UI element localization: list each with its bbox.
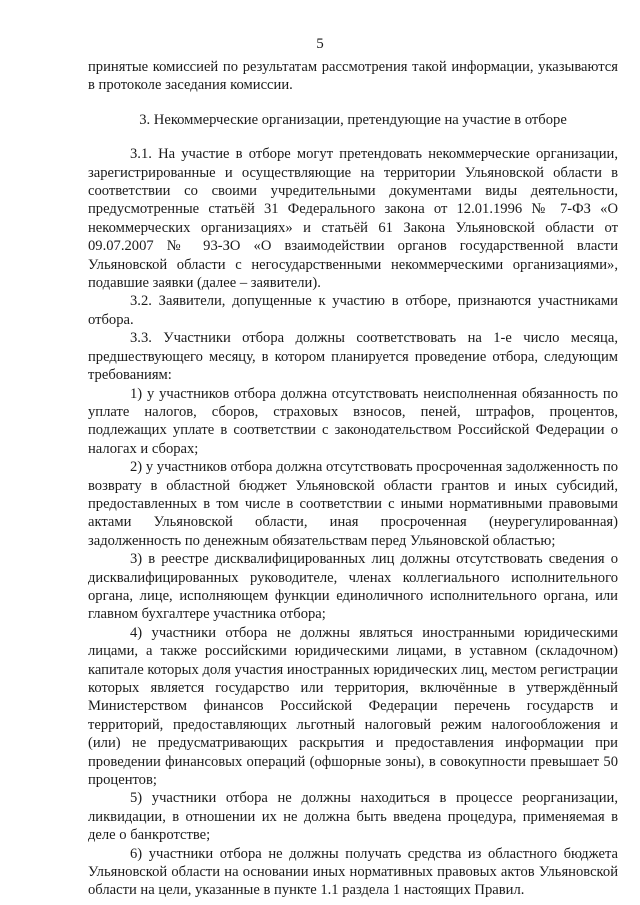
paragraph-3-2: 3.2. Заявители, допущенные к участию в отборе, признаются участниками отбора.: [88, 293, 618, 328]
page-number: 5: [316, 36, 324, 52]
document-body: [88, 58, 618, 900]
section-heading: 3. Некоммерческие организации, претендующие на участие в отборе: [139, 111, 567, 128]
paragraph-3-3: 3.3. Участники отбора должны соответствовать на 1-е число месяца, предшествующего месяцу, в котором планируется проведение отбора, следующим требованиям:: [88, 330, 618, 384]
requirement-item-3: 3) в реестре дисквалифицированных лиц должны отсутствовать сведения о дисквалифицированных руководителе, членах коллегиального исполнительного органа, лице, исполняющем функции единоличного исполнительного органа, или главном бухгалтере участника отбора;: [88, 551, 618, 623]
requirement-item-6: 6) участники отбора не должны получать средства из областного бюджета Ульяновской области на основании иных нормативных правовых актов Ульяновской области на цели, указанные в пункте 1.1 раздела 1 настоящих Правил.: [88, 845, 618, 899]
paragraph-3-1: 3.1. На участие в отборе могут претендовать некоммерческие организации, зарегистрированные и осуществляющие на территории Ульяновской области в соответствии со своими учредительными документами виды деятельности, предусмотренные статьёй 31 Федерального закона от 12.01.1996 № 7-ФЗ «О некоммерческих организациях» и статьёй 61 Закона Ульяновской области от 09.07.2007 № 93-ЗО «О взаимодействии органов государственной власти Ульяновской области с негосударственными некоммерческими организациями», подавшие заявки (далее – заявители).: [88, 146, 618, 292]
requirement-item-4: 4) участники отбора не должны являться иностранными юридическими лицами, а также российскими юридическими лицами, в уставном (складочном) капитале которых доля участия иностранных юридических лиц, местом регистрации которых является государство или территория, включённые в утверждённый Министерством финансов Российской Федерации перечень государств и территорий, предоставляющих льготный налоговый режим налогообложения и (или) не предусматривающих раскрытия и предоставления информации при проведении финансовых операций (офшорные зоны), в совокупности превышает 50 процентов;: [88, 624, 618, 789]
requirement-item-5: 5) участники отбора не должны находиться в процессе реорганизации, ликвидации, в отношении их не должна быть введена процедура, применяемая в деле о банкротстве;: [88, 790, 618, 844]
paragraph-continuation: принятые комиссией по результатам рассмотрения такой информации, указываются в протоколе заседания комиссии.: [88, 59, 618, 94]
requirement-item-2: 2) у участников отбора должна отсутствовать просроченная задолженность по возврату в областной бюджет Ульяновской области грантов и иных субсидий, предоставленных в том числе в соответствии с иными нормативными правовыми актами Ульяновской области, иная просроченная (неурегулированная) задолженность по денежным обязательствам перед Ульяновской областью;: [88, 459, 618, 549]
requirement-item-1: 1) у участников отбора должна отсутствовать неисполненная обязанность по уплате налогов, сборов, страховых взносов, пеней, штрафов, процентов, подлежащих уплате в соответствии с законодательством Российской Федерации о налогах и сборах;: [88, 385, 618, 457]
